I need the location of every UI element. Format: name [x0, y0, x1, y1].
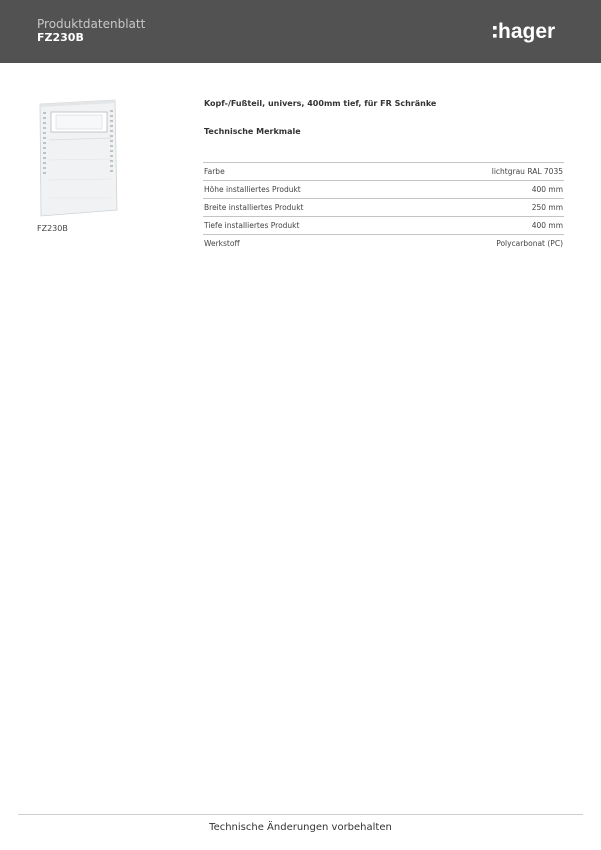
- image-caption: FZ230B: [37, 224, 68, 233]
- spec-table: [203, 162, 564, 252]
- document-type: Produktdatenblatt: [37, 17, 146, 31]
- spec-label: Tiefe installiertes Produkt: [203, 217, 413, 235]
- spec-label: Höhe installiertes Produkt: [203, 181, 413, 199]
- hager-logo: [492, 17, 567, 45]
- footer-note: Technische Änderungen vorbehalten: [209, 822, 392, 833]
- spec-label: Farbe: [203, 163, 413, 181]
- table-row: [203, 163, 564, 181]
- spec-label: Breite installiertes Produkt: [203, 199, 413, 217]
- spec-value: Polycarbonat (PC): [413, 235, 564, 253]
- logo-text: hager: [498, 20, 556, 43]
- table-row: [203, 235, 564, 253]
- table-row: [203, 217, 564, 235]
- spec-value: lichtgrau RAL 7035: [413, 163, 564, 181]
- section-title: Technische Merkmale: [204, 127, 301, 136]
- table-row: [203, 199, 564, 217]
- product-title: Kopf-/Fußteil, univers, 400mm tief, für FR Schränke: [204, 99, 437, 108]
- header-bar: [0, 0, 601, 63]
- spec-value: 250 mm: [413, 199, 564, 217]
- spec-value: 400 mm: [413, 217, 564, 235]
- table-row: [203, 181, 564, 199]
- spec-value: 400 mm: [413, 181, 564, 199]
- product-image: [35, 98, 119, 218]
- footer-divider: [18, 814, 583, 815]
- product-code: FZ230B: [37, 31, 84, 44]
- spec-label: Werkstoff: [203, 235, 413, 253]
